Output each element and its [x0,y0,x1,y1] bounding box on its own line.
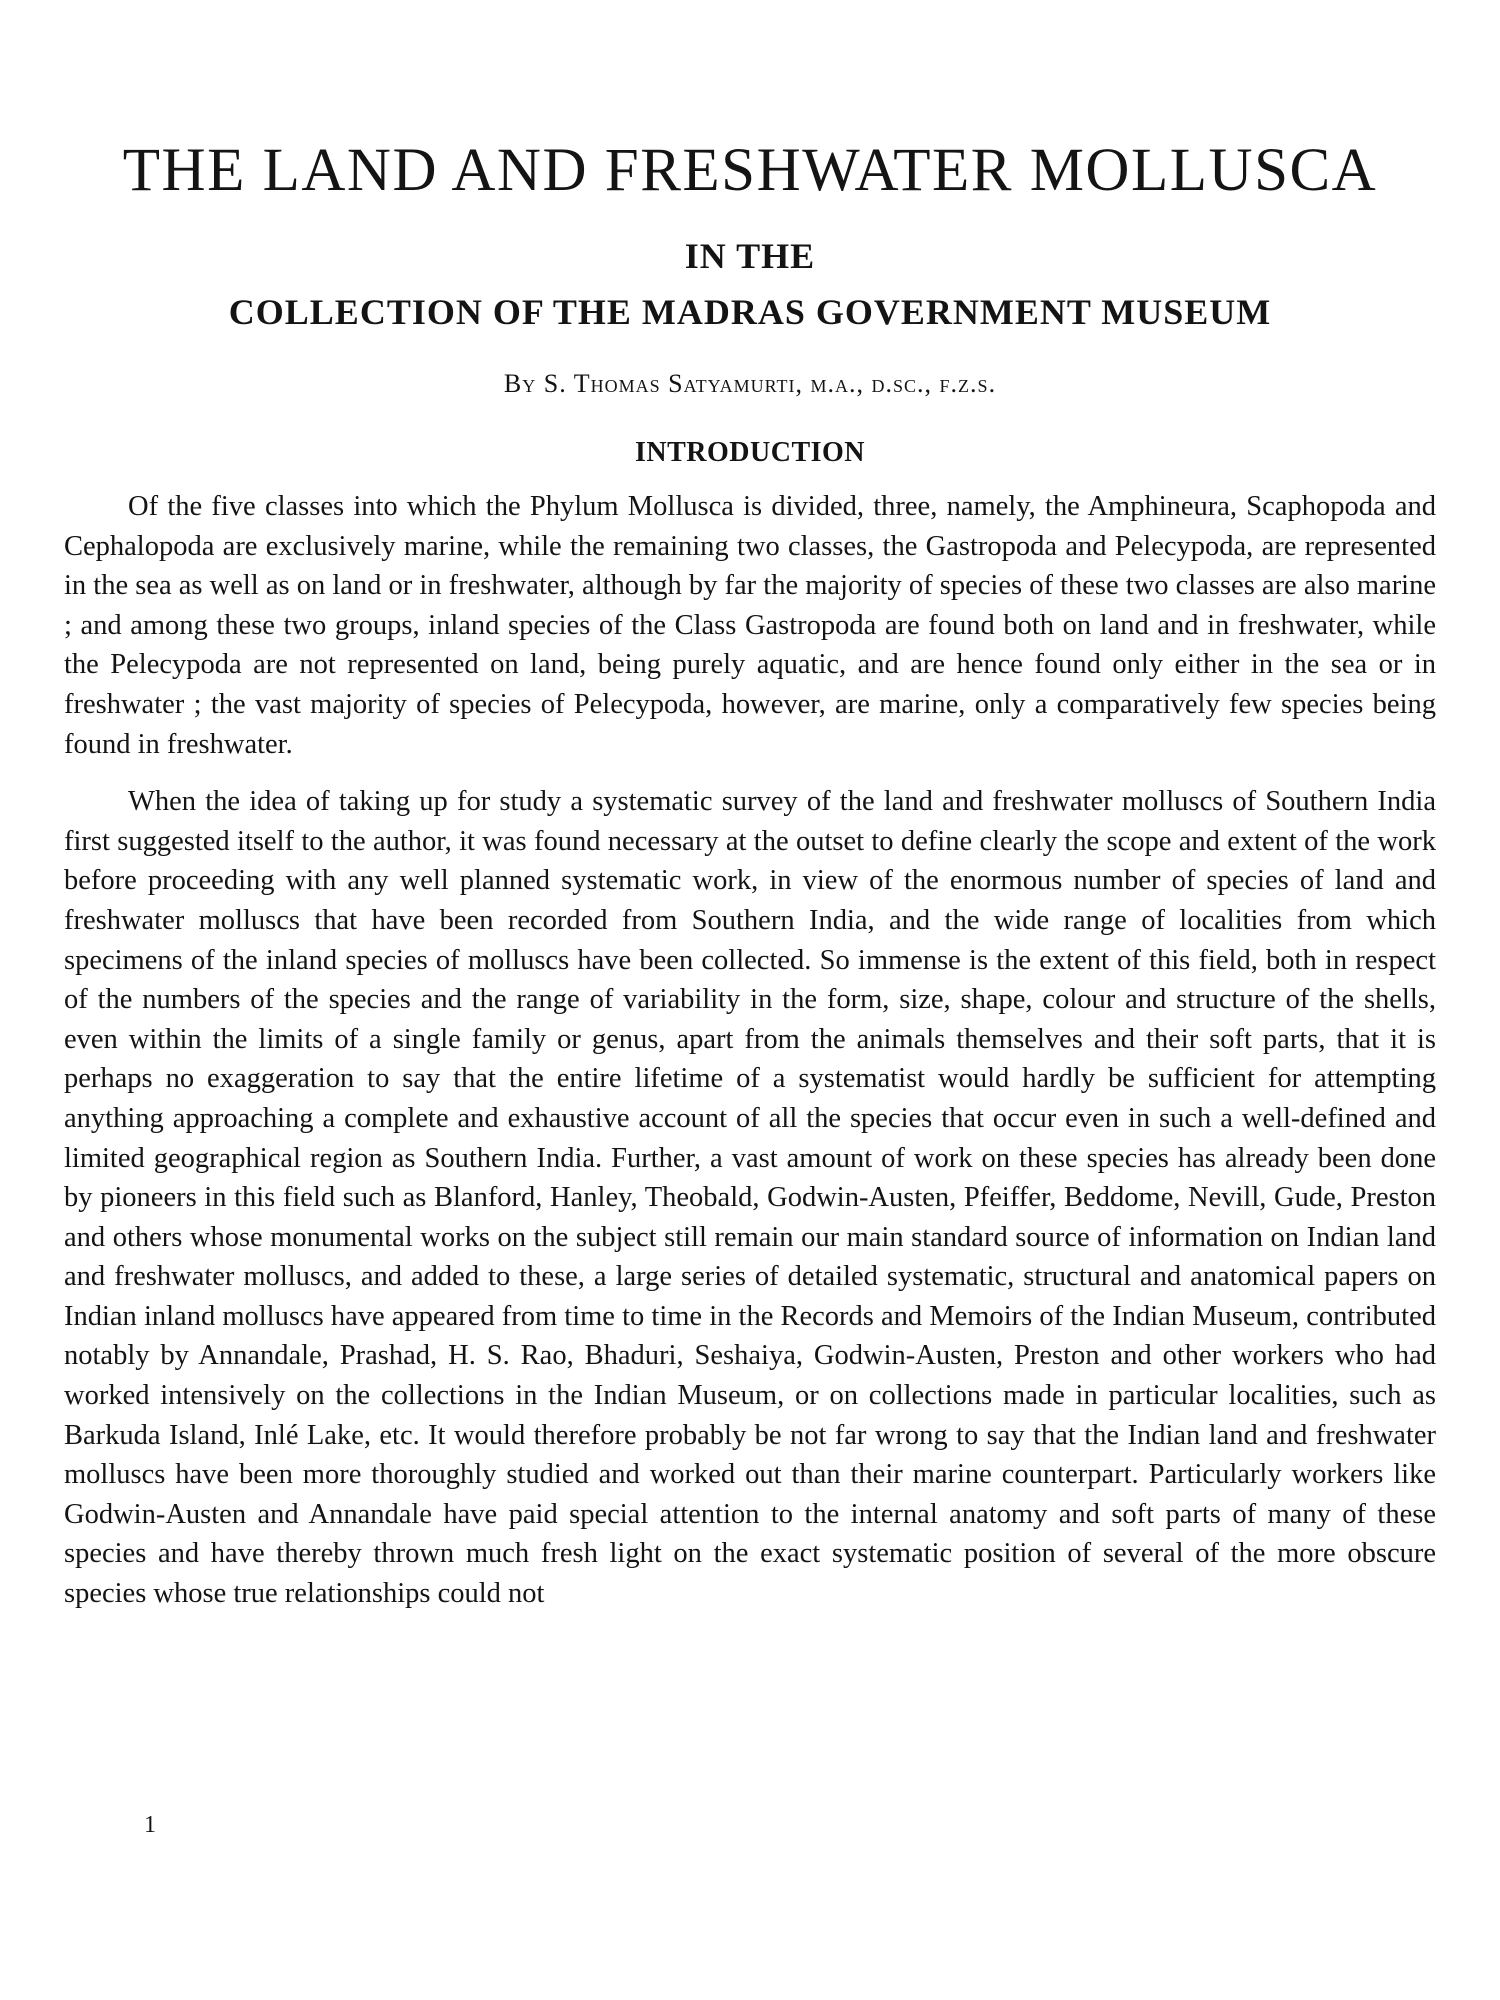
page-number: 1 [144,1812,156,1838]
author-byline: By S. Thomas Satyamurti, m.a., d.sc., f.z.s. [503,369,997,398]
subtitle-line-2: COLLECTION OF THE MADRAS GOVERNMENT MUSEUM [228,292,1272,332]
subtitle-line-1: IN THE [684,236,816,276]
section-heading: INTRODUCTION [634,437,866,468]
body-text [64,487,1436,1614]
document-title: THE LAND AND FRESHWATER MOLLUSCA [122,137,1378,204]
paragraph-2: When the idea of taking up for study a systematic survey of the land and freshwater molluscs of Southern India first suggested itself to the author, it was found necessary at the outset to define clearly the scope and extent of the work before proceeding with any well planned systematic work, in view of the enormous number of species of land and freshwater molluscs that have been recorded from Southern India, and the wide range of localities from which specimens of the inland species of molluscs have been collected. So immense is the extent of this field, both in respect of the numbers of the species and the range of variability in the form, size, shape, colour and structure of the shells, even within the limits of a single family or genus, apart from the animals themselves and their soft parts, that it is perhaps no exaggeration to say that the entire lifetime of a systematist would hardly be sufficient for attempting anything approaching a complete and exhaustive account of all the species that occur even in such a well-defined and limited geographical region as Southern India. Further, a vast amount of work on these species has already been done by pioneers in this field such as Blanford, Hanley, Theobald, Godwin-Austen, Pfeiffer, Beddome, Nevill, Gude, Preston and others whose monumental works on the subject still remain our main standard source of information on Indian land and freshwater molluscs, and added to these, a large series of detailed systematic, structural and anatomical papers on Indian inland molluscs have appeared from time to time in the Records and Memoirs of the Indian Museum, contributed notably by Annandale, Prashad, H. S. Rao, Bhaduri, Seshaiya, Godwin-Austen, Preston and other workers who had worked intensively on the collections in the Indian Museum, or on collections made in particular localities, such as Barkuda Island, Inlé Lake, etc. It would therefore probably be not far wrong to say that the Indian land and freshwater molluscs have been more thoroughly studied and worked out than their marine counterpart. Particularly workers like Godwin-Austen and Annandale have paid special attention to the internal anatomy and soft parts of many of these species and have thereby thrown much fresh light on the exact systematic position of several of the more obscure species whose true relationships could not [64,786,1436,1610]
document-page [64,0,1436,2000]
paragraph-1: Of the five classes into which the Phylum Mollusca is divided, three, namely, the Amphineura, Scaphopoda and Cephalopoda are exclusively marine, while the remaining two classes, the Gastropoda and Pelecypoda, are represented in the sea as well as on land or in freshwater, although by far the majority of species of these two classes are also marine ; and among these two groups, inland species of the Class Gastropoda are found both on land and in freshwater, while the Pelecypoda are not represented on land, being purely aquatic, and are hence found only either in the sea or in freshwater ; the vast majority of species of Pelecypoda, however, are marine, only a comparatively few species being found in freshwater. [64,491,1436,760]
